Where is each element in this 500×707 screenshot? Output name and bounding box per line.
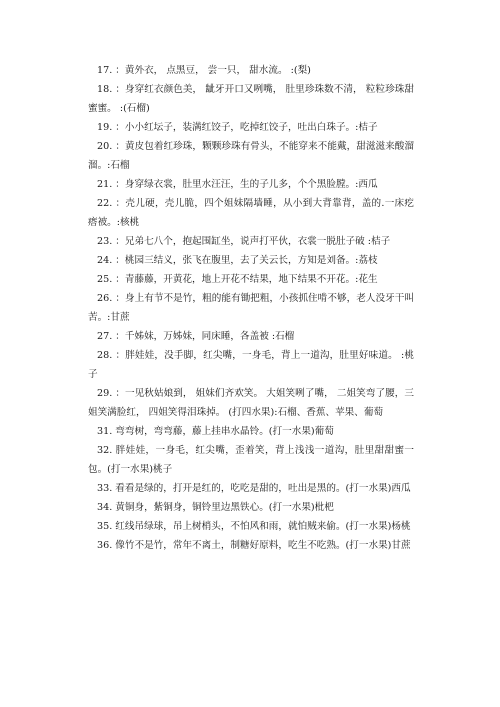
riddle-26: 26. ：身上有节不是竹，粗的能有锄把粗，小孩抓住啃不够，老人没牙干叫苦。:甘蔗 bbox=[88, 293, 414, 323]
riddle-list bbox=[88, 61, 414, 555]
riddle-35: 35. 红线吊绿球，吊上树梢头，不怕风和雨，就怕贼来偷。(打一水果)杨桃 bbox=[97, 521, 411, 532]
riddle-28: 28. ：胖娃娃，没手脚，红尖嘴，一身毛，背上一道沟，肚里好味道。 :桃子 bbox=[88, 350, 414, 380]
riddle-22: 22. ：壳儿硬，壳儿脆，四个姐妹隔墙睡，从小到大背靠背，盖的.一床疙瘩被。:核桃 bbox=[88, 198, 414, 228]
riddle-18: 18. ：身穿红衣颜色美， 龇牙开口又咧嘴， 肚里珍珠数不清， 粒粒珍珠甜蜜蜜。 :(石榴) bbox=[88, 84, 414, 114]
riddle-27: 27. ：千姊妹，万姊妹，同床睡，各盖被 :石榴 bbox=[97, 331, 295, 342]
riddle-34: 34. 黄铜身，紫铜身，铜铃里边黑铁心。(打一水果)枇杷 bbox=[97, 502, 334, 513]
riddle-31: 31. 弯弯树，弯弯藤，藤上挂串水晶铃。(打一水果)葡萄 bbox=[97, 426, 334, 437]
riddle-29: 29. ：一见秋姑娘到， 姐妹们齐欢笑。 大姐笑咧了嘴， 二姐笑弯了腰，三姐笑满脸红， 四姐笑得泪珠掉。 (打四水果):石榴、香蕉、苹果、葡萄 bbox=[88, 388, 414, 418]
riddle-23: 23. ：兄弟七八个，抱起围缸坐，说声打平伙，衣裳一脱肚子破 :桔子 bbox=[97, 236, 391, 247]
riddle-20: 20. ：黄皮包着红珍珠，颗颗珍珠有骨头，不能穿来不能戴，甜滋滋来酸溜溜。:石榴 bbox=[88, 141, 414, 171]
riddle-19: 19. ：小小红坛子，装满红饺子，吃掉红饺子，吐出白珠子。:桔子 bbox=[97, 122, 378, 133]
riddle-33: 33. 看看是绿的，打开是红的，吃吃是甜的，吐出是黑的。(打一水果)西瓜 bbox=[97, 483, 411, 494]
riddle-17: 17. ：黄外衣， 点黑豆， 尝一只， 甜水流。 :(梨) bbox=[97, 65, 311, 76]
riddle-21: 21. ：身穿绿衣裳，肚里水汪汪，生的子儿多，个个黑脸膛。:西瓜 bbox=[97, 179, 378, 190]
riddle-25: 25. ：青藤藤，开黄花，地上开花不结果，地下结果不开花。:花生 bbox=[97, 274, 378, 285]
riddle-24: 24. ：桃园三结义，张飞在腹里，去了关云长，方知是刘备。:荔枝 bbox=[97, 255, 378, 266]
riddle-32: 32. 胖娃娃，一身毛，红尖嘴，歪着笑，背上浅浅一道沟，肚里甜甜蜜一包。(打一水果)桃子 bbox=[88, 445, 414, 475]
riddle-36: 36. 像竹不是竹，常年不离土，制糖好原料，吃生不吃熟。(打一水果)甘蔗 bbox=[97, 540, 411, 551]
